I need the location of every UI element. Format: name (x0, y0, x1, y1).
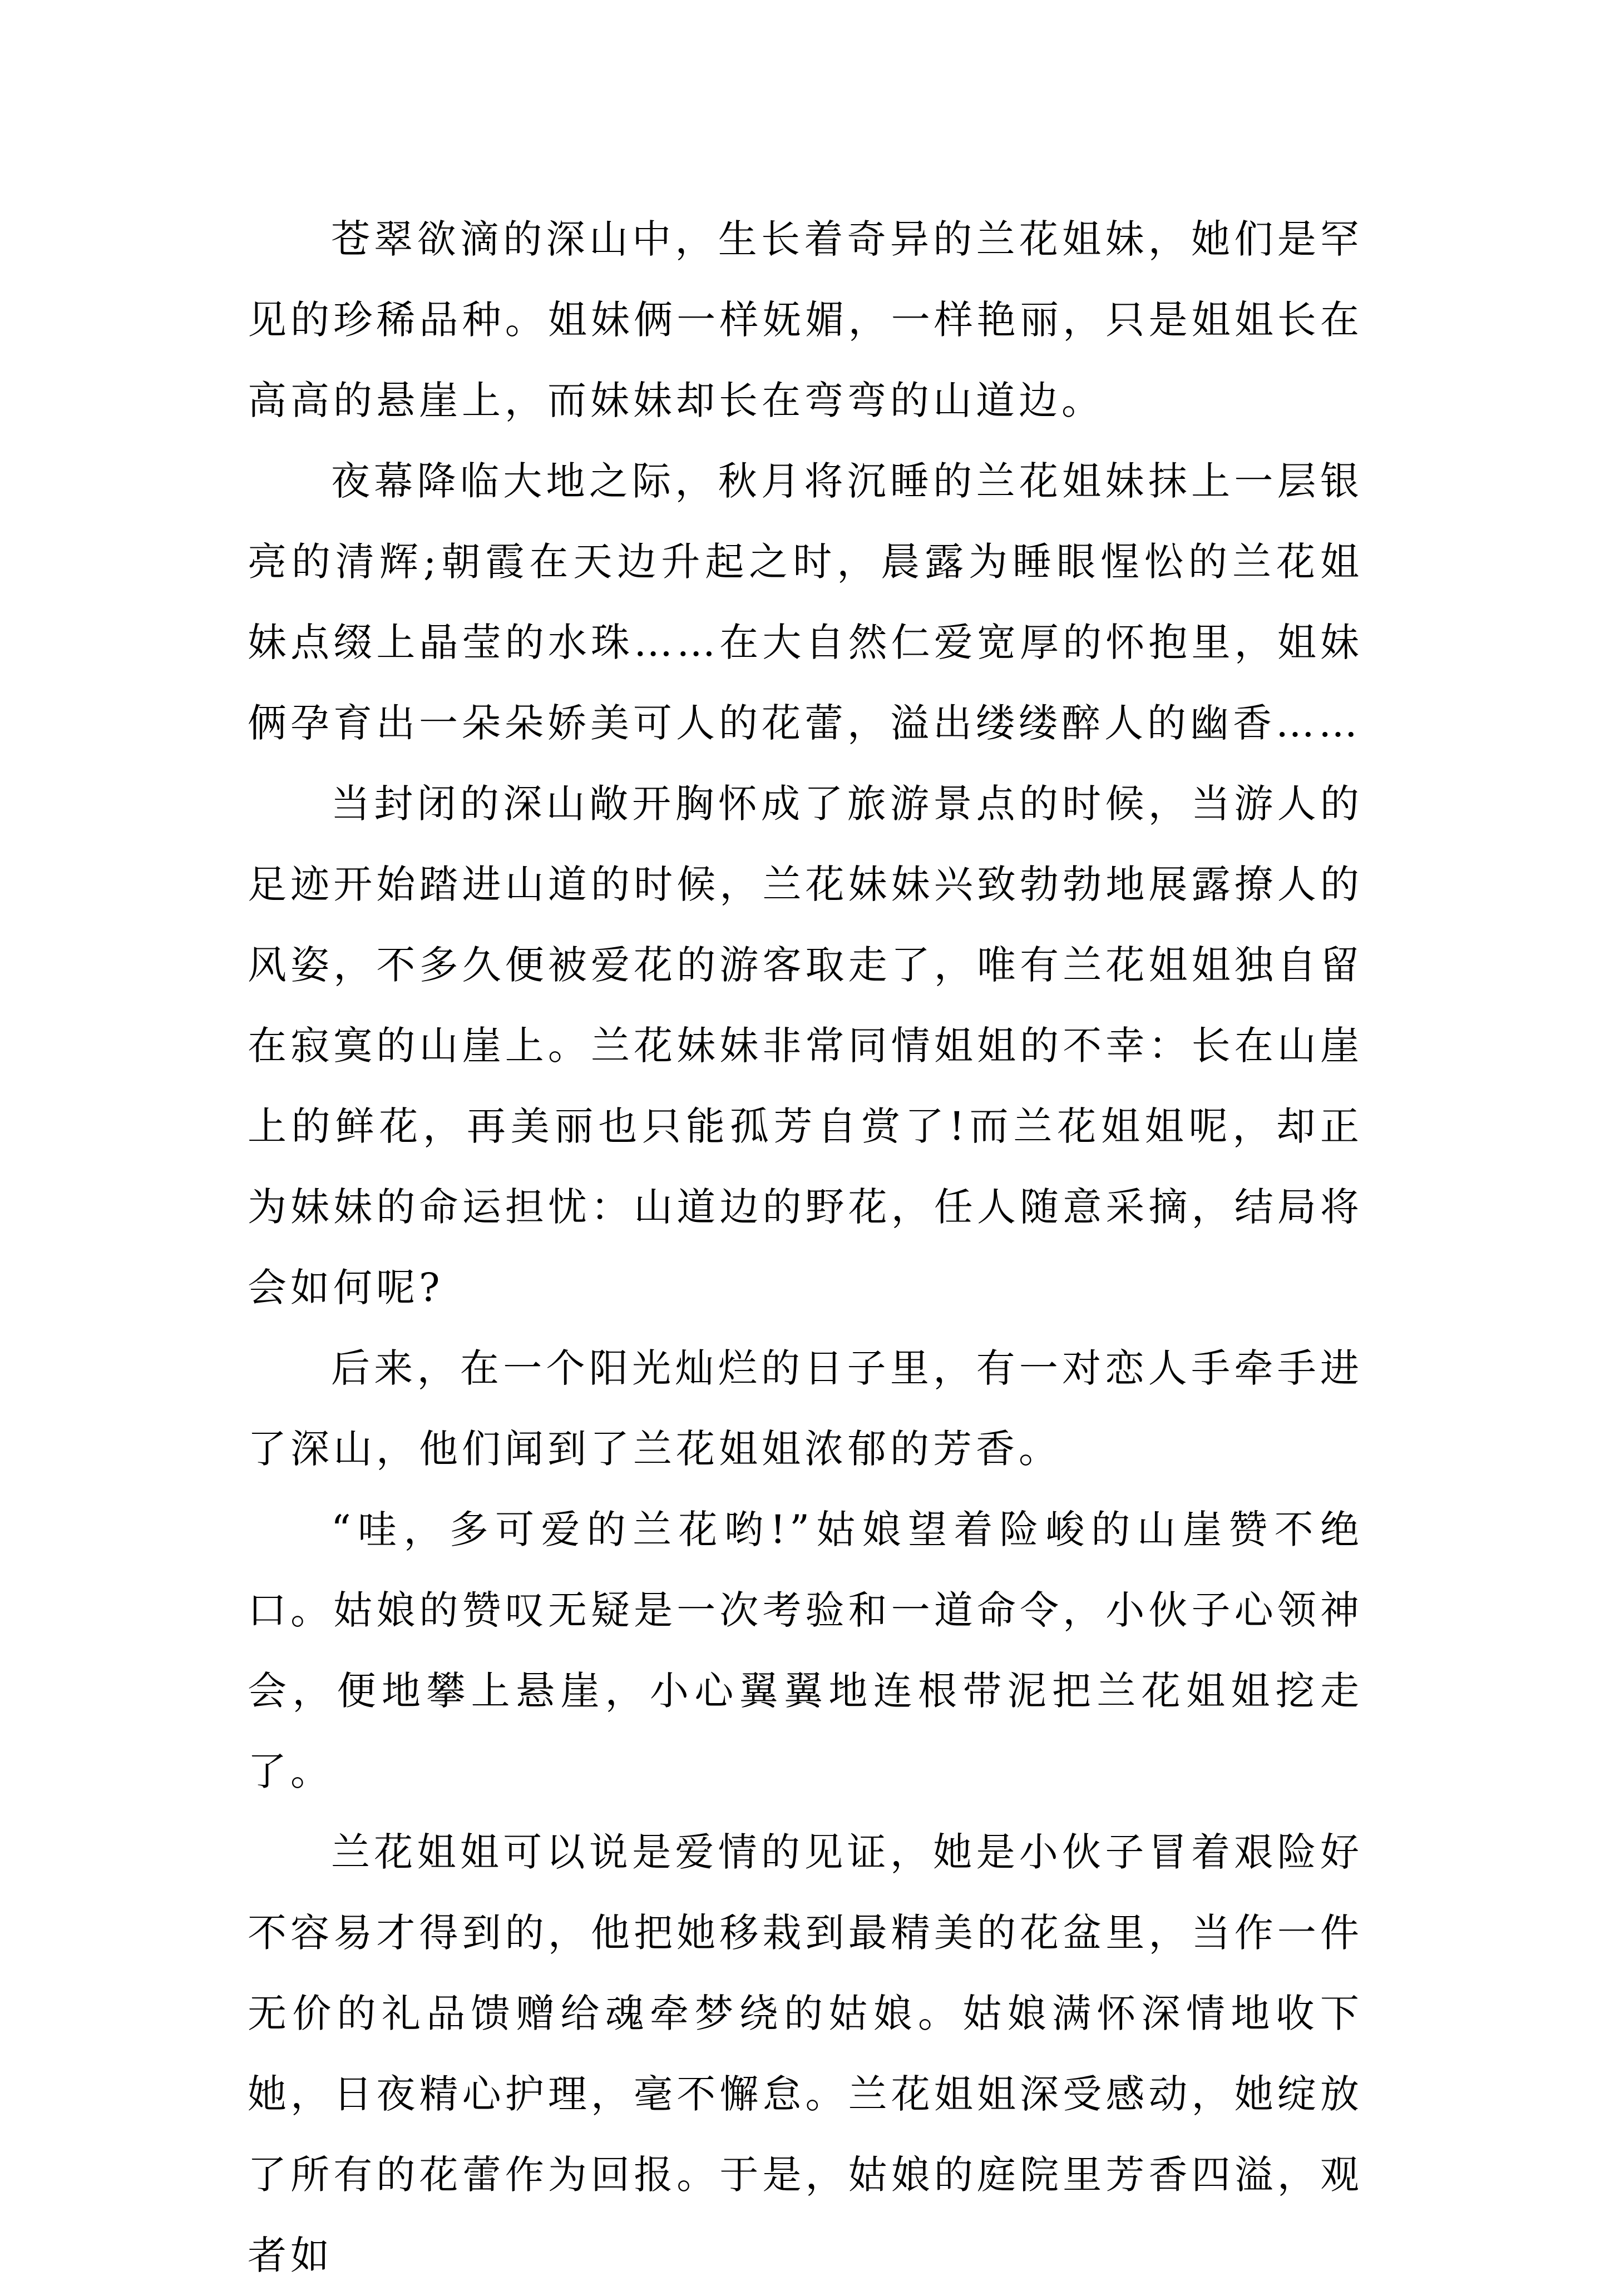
paragraph-4: 后来，在一个阳光灿烂的日子里，有一对恋人手牵手进了深山，他们闻到了兰花姐姐浓郁的芳香。 (248, 1345, 1363, 1472)
paragraph-3: 当封闭的深山敞开胸怀成了旅游景点的时候，当游人的足迹开始踏进山道的时候，兰花妹妹兴致勃勃地展露撩人的风姿，不多久便被爱花的游客取走了，唯有兰花姐姐独自留在寂寞的山崖上。兰花妹妹非常同情姐姐的不幸：长在山崖上的鲜花，再美丽也只能孤芳自赏了!而兰花姐姐呢，却正为妹妹的命运担忧：山道边的野花，任人随意采摘，结局将会如何呢? (248, 781, 1363, 1310)
paragraph-5: “哇，多可爱的兰花哟!”姑娘望着险峻的山崖赞不绝口。姑娘的赞叹无疑是一次考验和一道命令，小伙子心领神会，便地攀上悬崖，小心翼翼地连根带泥把兰花姐姐挖走了。 (248, 1507, 1363, 1794)
paragraph-6: 兰花姐姐可以说是爱情的见证，她是小伙子冒着艰险好不容易才得到的，他把她移栽到最精美的花盆里，当作一件无价的礼品馈赠给魂牵梦绕的姑娘。姑娘满怀深情地收下她，日夜精心护理，毫不懈怠。兰花姐姐深受感动，她绽放了所有的花蕾作为回报。于是，姑娘的庭院里芳香四溢，观者如 (248, 1829, 1363, 2278)
document-body (248, 199, 1363, 2296)
paragraph-1: 苍翠欲滴的深山中，生长着奇异的兰花姐妹，她们是罕见的珍稀品种。姐妹俩一样妩媚，一样艳丽，只是姐姐长在高高的悬崖上，而妹妹却长在弯弯的山道边。 (248, 216, 1363, 423)
paragraph-2: 夜幕降临大地之际，秋月将沉睡的兰花姐妹抹上一层银亮的清辉;朝霞在天边升起之时，晨露为睡眼惺忪的兰花姐妹点缀上晶莹的水珠……在大自然仁爱宽厚的怀抱里，姐妹俩孕育出一朵朵娇美可人的花蕾，溢出缕缕醉人的幽香…… (248, 458, 1363, 746)
